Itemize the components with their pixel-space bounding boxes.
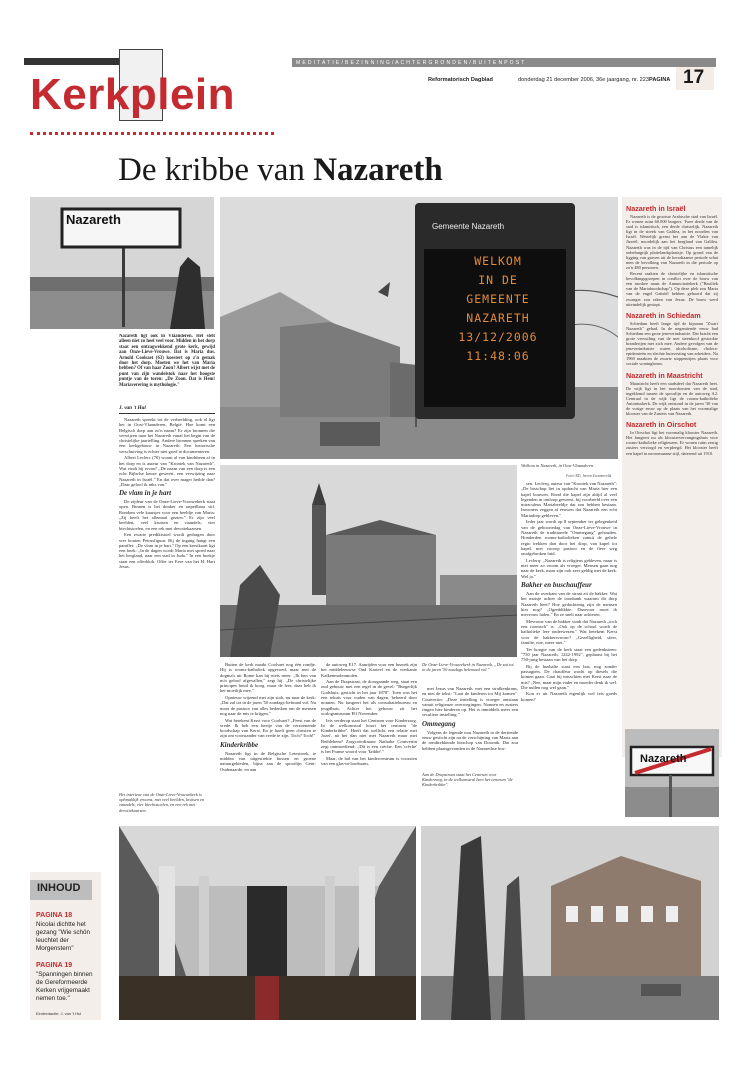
col3-paragraph: Maar, de hal van het kindercentrum is voorzien van een glas-in-loodraam, [321, 755, 417, 767]
inhoud-pagina-18-text[interactable]: Nicolai dichtte het gezang "Wie schön leuchtet der Morgenstern" [36, 921, 91, 952]
pagina-label: PAGINA [649, 77, 671, 83]
col5-paragraph: Ieder jaar wordt op 8 september ter gelegenheid van de geboortedag van Onze-Lieve-Vrouwe in Nazareth de traditionele "Ommegang" gehouden. Honderden rooms-katholieken vanuit de gehele regio trekken dan door het dorp, van kapel tot kapel, met voorop pastoor en de fiere weg onafgebroken luid. [521, 519, 617, 557]
col5-paragraph: Kon er uit Nazareth eigenlijk wel iets goeds komen? [521, 691, 617, 702]
caption-church-exterior: De Onze-Lieve-Vrouwekerk in Nazareth, „De zat tot in de jaren '50 zondags helemaal vol." [422, 662, 514, 673]
sidebar-text-oirschot: In Oirschot ligt het voormalig klooster Nazareth. Het fungeert nu als kloostervervangingshuis voor rooms-katholieke religieuzen. Er wonen ruim zestig zusters verzorgd en verpleegd. Het klooster heeft een kapel in neoromaanse stijl, daterend uit 1910. [626, 430, 718, 456]
photo-church-exterior [220, 465, 517, 657]
col5-subheading: Bakher en buschauffeur [521, 580, 592, 589]
col1-subheading: De vlam in je hart [119, 489, 172, 498]
lead-rule [119, 413, 215, 414]
photo-nazareth-sign [30, 197, 214, 329]
col1-paragraph: De zijdeur van de Onze-Lieve-Vrouwekerk staat open. Binnen is het donker en onpeilbaar stil. Rondom vele kaarsjes voor een beeldje van Maria: „Zij heeft het allemaal gezien." Er zijn veel beelden, veel kruisen en vaandels, vier biechtstoelen, en een rek met devotiekaarsen. [119, 499, 215, 531]
col4-paragraph: met Jezus van Nazareth, met een strafkenkrans, en met de tekst: "Laat de kinderen tot Mij komen". Coutveriin: „Deze instelling is vroeger ontstaan vanuit religieuze overwegingen. Nonnen en zusters ringen hier kinderen op. Het is inmiddels meer een seculiere instelling." [422, 686, 518, 718]
led-line-6: 11:48:06 [466, 349, 530, 363]
inhoud-pagina-19-text[interactable]: "Spanningen binnen de Gereformeerde Kerken vrijgemaakt nemen toe." [36, 971, 93, 1002]
masthead-dark-strip [24, 58, 120, 65]
col2-subheading: Kinderkribbe [220, 740, 259, 749]
col2-paragraph: Wat betekent Kerst voor Coolsaet? „Feest van de vrede. Ik heb een beetje van de verzoenende boodschap van Kerst. En je hoeft geen christen te zijn om voorstander van vrede te zijn. Toch? Toch!" [220, 717, 316, 739]
caption-church-interior: Het interieur van de Onze-Lieve-Vrouwekerk is ophmaklijk vrooms, met veel beelden, kruisen en vaandels, vier biechtstoelen, en een rek met devotiekaarsen. [119, 792, 205, 813]
col2-paragraph: Buiten de kerk maakt Coolsaet nog één rondje. Hij is rooms-katholiek opgevoed, maar met de dogma's uit Rome kan hij niets meer. „Ik ben van m'n geloof afgevallen," zegt hij. „De christelijke principes houd ik hoog, maar de leer, daar heb ik het moeilijk mee." [220, 662, 316, 694]
inhoud-pagina-18-label[interactable]: PAGINA 18 [36, 912, 73, 919]
led-line-3: GEMEENTE [466, 292, 530, 306]
street-sign-label: Gemeente Nazareth [432, 222, 505, 231]
paper-name: Reformatorisch Dagblad [428, 77, 493, 83]
sidebar-text-israel: Nazareth is de grootste Arabische stad van Israël. Er wonen ruim 60.000 burgers. Twee derde van de stad is islamitisch, een derde christelijk. Nazareth ligt in de streek van Galilea, in het noorden van Israël. Westelijk grenst het aan de Vlakte van Jizreël, noordelijk aan het bergland van Galilea. Nazareth was in de tijd van Christus een tamelijk onbelangrijk plattelandsplaatsje. Op grond van de ligging van graven uit de herodiaanse periode schat men de bevolking van Nazareth in die periode op zo'n 480 personen. [626, 214, 718, 270]
col5-paragraph: Bij de bushalte staat een bus, nog zonder passagiers. De chauffeur wacht op diesels die komen gaan. Gaat hij misschien met Kerst naar de mis? „Nee, maar mijn vader en moeder denk ik wel. Die nullen nog wel gaan." [521, 663, 617, 690]
article-column-2 [220, 662, 316, 776]
col5-paragraph: Ter hoogte van de kerk staat een gedenksteen: "750 jaar Nazareth, 1242-1992", geplaatst bij het 750-jarig bestaan van het dorp. [521, 646, 617, 663]
article-column-3 [321, 662, 417, 776]
masthead-dotted-rule [30, 132, 274, 135]
headline-part2: Nazareth [313, 152, 443, 188]
sidebar-title-israel: Nazareth in Israël [626, 204, 686, 213]
col4-subheading: Ommegang [422, 719, 456, 728]
section-title: Kerkplein [30, 70, 236, 119]
headline-part1: De kribbe van [118, 152, 314, 188]
inhoud-pagina-19-label[interactable]: PAGINA 19 [36, 962, 73, 969]
section-bar-label: M E D I T A T I E / B E Z I N N I N G / A C H T E R G R O N D E N / B U I T E N P O S T [296, 60, 525, 66]
col4-paragraph: Volgens de legende nou Nazareth in de dertiende eeuw gesticht zijn na de verschijning van Maria aan de rondtrekkende bisschop van Doornik. Dat zou hebben plaatsgevonden in de Nazarethse bos- [422, 729, 518, 751]
led-display [428, 252, 568, 366]
caption-welkom: Welkom in Nazareth, in Oost-Vlaanderen. [521, 463, 595, 468]
col2-paragraph: Nazareth ligt in de Belgische Leiestreek, te midden van uitgestrekte bossen en groene natuurgebieden, bijna aan de spoorlijn Gent-Oudenaarde, en aan [220, 750, 316, 772]
col5-paragraph: Mevrouw van de bakker vindt dat Nazareth „toch een roomsch" is. „Ook op de school wordt de katholieke leer onderwezen." Wat betekent Kerst voor de bakkersvrouw? „Gezelligheid, sfeer, familie, noe, meer niet." [521, 618, 617, 645]
col1-paragraph: Nazareth spreekt tot de verbeelding, ook al ligt het in Oost-Vlaanderen, België. Hoe komt een Belgisch dorp aan zo'n naam? Er zijn bronnen die verwijzen naar het Nazareth vanaf het begin van de christelijke jaartelling. Andere bronnen spreken van een kerkgebouw in Nazareth. Een historische verschuiving is echter niet goed te documenteren. [119, 417, 215, 454]
led-line-1: WELKOM [474, 254, 522, 268]
article-column-1 [119, 417, 215, 777]
sidebar-title-schiedam: Nazareth in Schiedam [626, 310, 701, 320]
headline [118, 151, 443, 189]
date-line: donderdag 21 december 2006, 36e jaargang, nr. 223 [518, 77, 649, 83]
eindredactie: Eindredactie: J. van 't Hul [36, 1011, 82, 1016]
col1-paragraph: Albert Leclerc (70) woont al van kindsbeen af in het dorp en is auteur van "Kroniek van Nazareth". Wat vindt hij ervan? „De naam van een dorp is een echt Bijbelse keuze geweest, een verwijzing naar Nazareth in Israël." En dat over mager heilde dan? „Daar geloof ik niks van." [119, 455, 215, 487]
sidebar-box [622, 197, 722, 757]
author-byline: J. van 't Hul [119, 405, 146, 411]
inhoud-title: INHOUD [37, 882, 81, 894]
sidebar-title-maastricht: Nazareth in Maastricht [626, 370, 703, 380]
article-column-4 [422, 686, 518, 774]
photo-end-sign [625, 729, 719, 817]
col5-paragraph: Aan de overkant van de straat zit de bakker. Wat het moisje achter de toonbank waarom dit dorp Nazareth heet? Hoe gedachtenig zijn de mensen hier nog? „Ogenblikkie. Daarvoor moet ik mevrouw halen." En ze snelt naar achteren. [521, 590, 617, 618]
photo-drapstraat-building [421, 826, 719, 1020]
col3-paragraph: Iets verderop staat het Centrum voor Kinderzorg. In de welkomstral hoort het centrum "de Kinderkribbe". Heeft dat wellicht een relatie met Jozef, ná het dan niet met Nazareth maar met Bethlehem? Zorgcoördinator Nathalie Coutveriin zegt ontmoediend: „Dit is een crèche. Een 'crèche' is het Franse woord voor 'kribbe'." [321, 717, 417, 755]
caption-drapstraat: Aan de Drapstraat staat het Centrum voor Kinderzorg, in de welkomstral heet het centrum "de Kinderkribbe". [422, 772, 513, 788]
led-line-2: IN DE [478, 273, 518, 287]
col5-paragraph: sen. Leclerq, auteur van "Kroniek van Nazareth": „De bisschop liet in opdracht van Maria hier een kapel bouwen. Rond die kapel zijn altijd al veel legenden in omloop geweest, bij voorbeeld over een miraculeus Mariabeeldje dat zou hebben bestaan. Inwoners zeggen al eeuwen dat Nazareth een echt Mariadorp gebleven." [521, 481, 617, 518]
photo-credit: Foto's RD, Jeroen Zwanenveldt [566, 474, 612, 478]
end-sign-text: Nazareth [640, 753, 687, 765]
sidebar-text-israel-2: Recent raakten de christelijke en islamitische bevolkingsgroepen in conflict over de bouw van een moskee naast de Annunciatiekerk ("Basiliek van de Mariaboodschap"). Op deze plek zou Maria van de engel Gabriël hebben gehoord dat zij zwanger zou raken van Jezus. De bouw werd uiteindelijk gestopt. [626, 271, 718, 307]
col3-paragraph: Aan de Drapstraat, de doorgaande weg, staat een oud gebouw met een tegel in de gevel: "Burgerlijk Godshuis, gesticht in het jaar 1878". Toen was het een tehuis voor ouden van dagen, beheerd door nonnen. Nu fungeert het als consultatiebureau en jeugdhuis. Achter het gebouw zit het oorlogsmuseum Elf November. [321, 679, 417, 716]
sidebar-text-maastricht: Maastricht heeft een stadsdeel dat Nazareth heet. De wijk ligt in het noordoosten van de stad, ingeklemd tussen de spoorlijn en de autoweg A2. Centraal in de wijk ligt de rooms-katholieke Antoniuskerk. De wijk ontstond in de jaren '30 van de vorige eeuw op de plaats van het voormalige klooster van de Zusters van Nazareth. [626, 380, 718, 417]
col1-paragraph: Een zwarte prediktstoel wordt gedragen door vier houten Petrusfiguur. Bij de ingang hangt een pamflet: „De vlam in je hart." Op een kerstkaart ligt een boek: „In de dagen wordt Maria met spoed naar het bergland, naar een stad in Juda." In een boekje staat een offerblok. Offer ter Eere van het H. Hart Jesus. [119, 532, 215, 570]
col2-paragraph: Opnieuw wijzend met zijn stok, nu naar de kerk: „Dat zal tot in de jaren '50 zondags-liefmaal vol. Nu moet de pastoor van alles bedenken om de mensen nog naar de mis te krijgen." [220, 695, 316, 716]
page-number: 17 [683, 67, 705, 88]
lead-text: Nazareth ligt ook in Vlaanderen. Het stelt alleen niet zo heel veel voor. Midden in het dorp staat een ontzagwekkend grote kerk, gewijd aan Onze-Lieve-Vrouwe. Dat is Maria dus. Arnold Coolsaet (63) koestert op z'n gemak door het dorp. Moeten we het van Maria hebben? Of van haar Zoon? Albert wijst met de punt van zijn wandelstok naar het hoogste puntje van de toren: „De Zoon. Dat is Hem! Mariaverering is mythologie." [119, 334, 215, 388]
led-line-4: NAZARETH [466, 311, 530, 325]
sidebar-title-oirschot: Nazareth in Oirschot [626, 420, 697, 430]
col5-paragraph: Leclerq: „Nazareth is religieus gebleven, maar is niet meer zo vroom als vroeger. Mensen gaan nog naar de kerk, maar zijn ook zeer geldig met de kerk. Wel ja." [521, 557, 617, 579]
led-line-5: 13/12/2006 [458, 330, 538, 344]
sign-photo-text: Nazareth [66, 212, 121, 227]
article-column-5 [521, 481, 617, 821]
photo-church-interior [119, 826, 416, 1020]
sidebar-text-schiedam: Schiedam heeft lange tijd de bijnaam "Zwart Nazareth" gehad. In de negentiende eeuw had Schiedam een grote jeneverindustrie. Dat bracht een grote vervuiling van de met steenkool gestookte branderijen met zich mee. Andere gevolgen van de jeneverindustrie waren alcoholisme, cholera-epidemieën en slechte huisvesting van arbeiders. Na 1960 maakten de zwarte stoppenrijen plaats voor sociale woningbouw. [626, 320, 718, 367]
col3-paragraph: de autoweg E17. Aanrijden voor een bezoek zijn het middeleeuwse Oud Kasteel en de vierkante Kalkenmolenmolen. [321, 662, 417, 678]
